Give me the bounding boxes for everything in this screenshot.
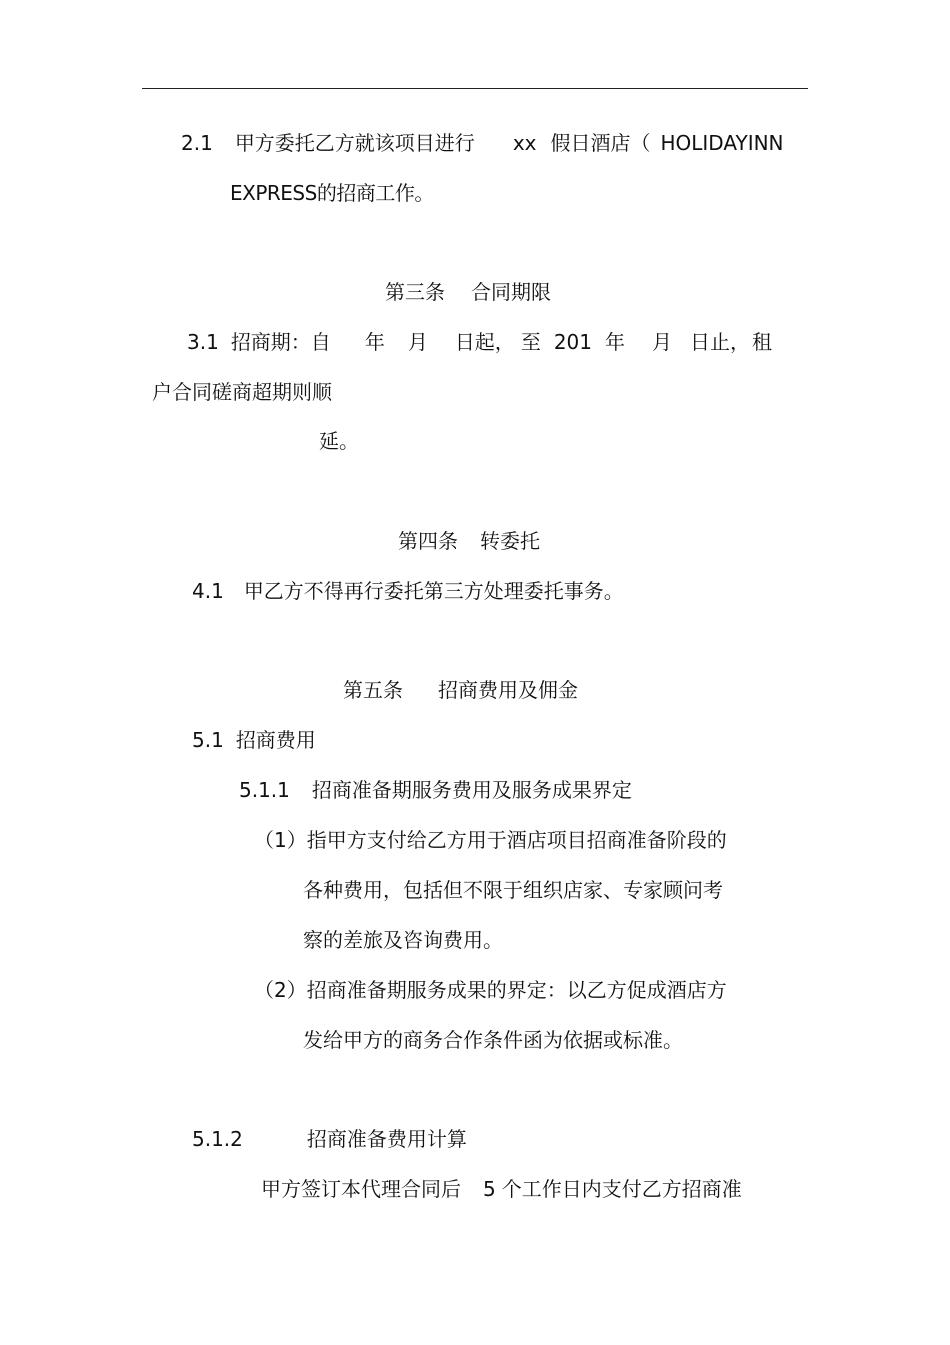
clause-2-1-line-1 (181, 131, 784, 155)
point-1-line-3: 察的差旅及咨询费用。 (303, 928, 503, 952)
point-2-number: （2） (254, 978, 307, 1002)
clause-3-1-tail: 租 (752, 330, 772, 354)
point-1-line-2: 各种费用，包括但不限于组织店家、专家顾问考 (303, 878, 723, 902)
clause-5-1-1 (239, 778, 632, 802)
clause-5-1-1-title: 招商准备期服务费用及服务成果界定 (311, 778, 632, 802)
clause-5-1 (192, 728, 316, 752)
clause-3-1-number: 3.1 (187, 330, 219, 354)
point-1-line-1 (254, 828, 727, 852)
clause-5-1-2-text-c: 个工作日内支付乙方招商准 (501, 1177, 742, 1201)
point-2-text-1: 招商准备期服务成果的界定：以乙方促成酒店方 (306, 978, 727, 1002)
clause-3-1-year-1: 年 (364, 330, 385, 354)
section-5-heading (343, 678, 578, 702)
clause-3-1-label: 招商期：自 (230, 330, 331, 354)
clause-5-1-title: 招商费用 (235, 728, 316, 752)
clause-3-1-to: 至 (520, 330, 541, 354)
clause-2-1-text-d: HOLIDAYINN (660, 131, 784, 155)
section-4-heading-title: 转委托 (480, 529, 540, 553)
clause-5-1-2-text-a: 甲方签订本代理合同后 (261, 1177, 461, 1201)
clause-3-1-line-2: 户合同磋商超期则顺 (152, 380, 332, 404)
section-3-heading-number: 第三条 (385, 280, 445, 304)
point-2-line-1 (254, 978, 727, 1002)
clause-5-1-2-number: 5.1.2 (192, 1127, 243, 1151)
clause-2-1-text-a: 甲方委托乙方就该项目进行 (234, 131, 475, 155)
clause-4-1 (192, 579, 624, 603)
point-1-text-1: 指甲方支付给乙方用于酒店项目招商准备阶段的 (306, 828, 727, 852)
clause-3-1-month-2: 月 (652, 330, 672, 354)
point-2-line-2: 发给甲方的商务合作条件函为依据或标准。 (303, 1028, 683, 1052)
clause-2-1-line-2: EXPRESS的招商工作。 (230, 181, 434, 205)
section-3-heading-title: 合同期限 (471, 280, 551, 304)
section-5-heading-title: 招商费用及佣金 (438, 678, 578, 702)
clause-5-1-2-line-1 (261, 1177, 742, 1201)
clause-2-1-number: 2.1 (181, 131, 213, 155)
section-3-heading (385, 280, 551, 304)
section-5-heading-number: 第五条 (343, 678, 403, 702)
clause-3-1-day-2: 日止， (690, 330, 750, 354)
clause-3-1-year-2: 年 (605, 330, 625, 354)
section-4-heading (398, 529, 540, 553)
section-4-heading-number: 第四条 (398, 529, 458, 553)
clause-2-1-text-c: 假日酒店（ (550, 131, 651, 155)
clause-3-1-line-1 (187, 330, 772, 354)
clause-3-1-year-prefix: 201 (553, 330, 592, 354)
clause-2-1-text-b: xx (512, 131, 537, 155)
clause-5-1-2 (192, 1127, 467, 1151)
header-rule (142, 88, 808, 89)
clause-5-1-2-title: 招商准备费用计算 (306, 1127, 467, 1151)
clause-4-1-text: 甲乙方不得再行委托第三方处理委托事务。 (243, 579, 624, 603)
clause-3-1-line-3: 延。 (319, 429, 359, 453)
clause-5-1-number: 5.1 (192, 728, 224, 752)
clause-3-1-day-1: 日起， (454, 330, 515, 354)
point-1-number: （1） (254, 828, 307, 852)
clause-4-1-number: 4.1 (192, 579, 224, 603)
clause-5-1-2-text-b: 5 (483, 1177, 496, 1201)
clause-5-1-1-number: 5.1.1 (239, 778, 290, 802)
clause-3-1-month-1: 月 (407, 330, 428, 354)
